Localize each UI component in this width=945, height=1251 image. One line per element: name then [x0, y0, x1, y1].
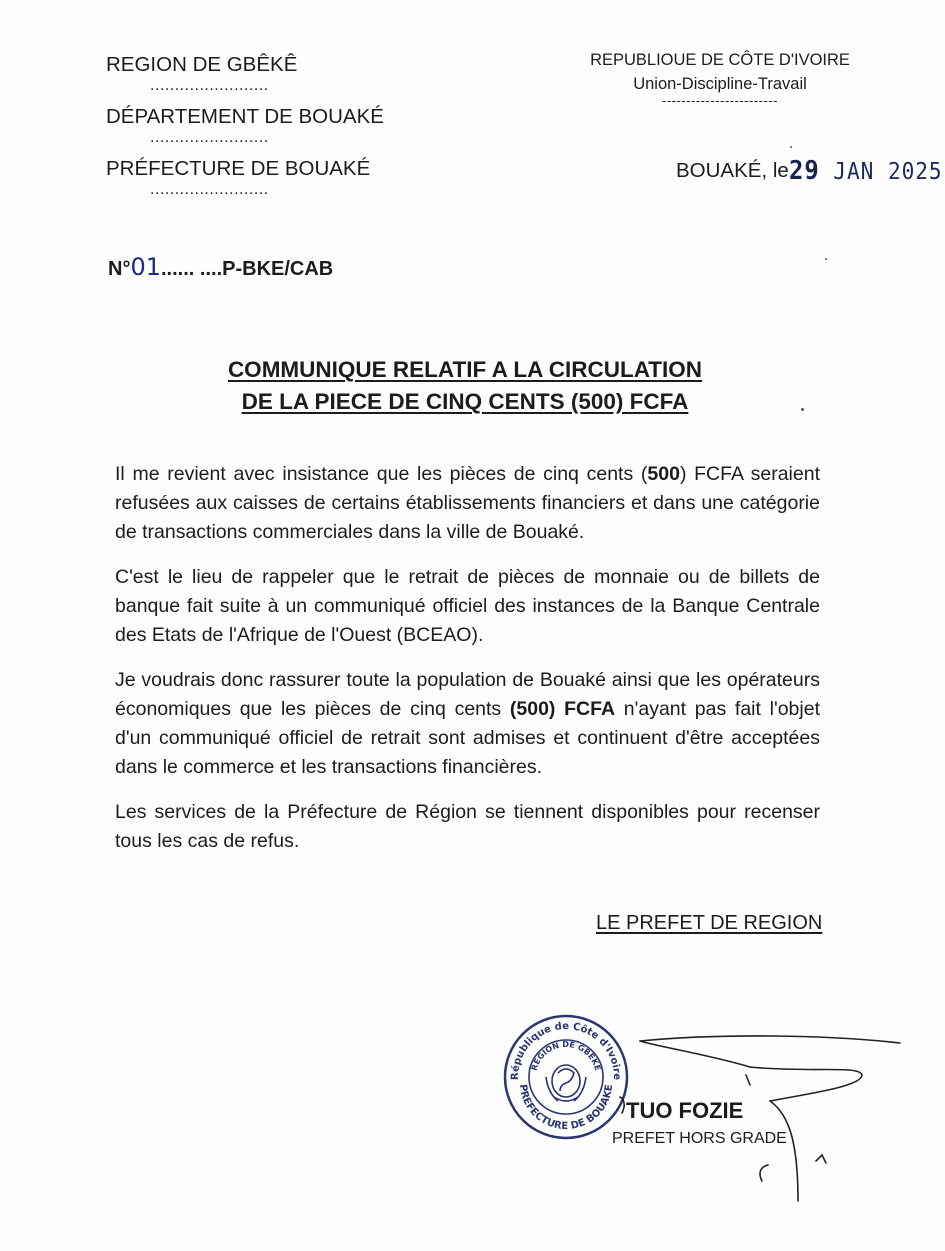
- communique-body: [115, 460, 820, 872]
- paragraph-text: Je voudrais donc rassurer toute la population de Bouaké ainsi que les opérateurs économiques que les pièces de cinq cents: [115, 669, 820, 720]
- body-paragraph-2: C'est le lieu de rappeler que le retrait de pièces de monnaie ou de billets de banque fait suite à un communiqué officiel des instances de la Banque Centrale des Etats de l'Afrique de l'Ouest (BCEAO).: [115, 566, 820, 646]
- seal-emblem-icon: [546, 1065, 586, 1101]
- region-name: REGION DE GBÊKÊ: [106, 53, 298, 76]
- state-header: [580, 48, 860, 116]
- separator-dots: ........................: [150, 77, 269, 94]
- date-stamp: [789, 156, 943, 186]
- title-line-2: DE LA PIECE DE CINQ CENTS (500) FCFA: [241, 389, 689, 414]
- scan-speck: [825, 258, 827, 260]
- body-paragraph-1: [115, 460, 820, 547]
- signer-title: LE PREFET DE REGION: [596, 912, 823, 934]
- reference-prefix: N°: [108, 258, 131, 280]
- date-stamp-day: 29: [788, 156, 820, 186]
- paragraph-bold-text: 500: [647, 463, 680, 485]
- paragraph-text: n'ayant pas fait l'objet d'un communiqué officiel de retrait sont admises et continuent d'être acceptées dans le commerce et les transactions financières.: [115, 698, 820, 778]
- paragraph-bold-text: (500) FCFA: [509, 698, 616, 720]
- reference-suffix: ....P-BKE/CAB: [194, 258, 334, 280]
- paragraph-text: Il me revient avec insistance que les pièces de cinq cents (: [115, 463, 648, 485]
- seal-inner-text: RÉGION DE GBEKE: [529, 1039, 603, 1072]
- seal-top-text: République de Côte d'Ivoire: [509, 1020, 623, 1081]
- signer-grade: PREFET HORS GRADE: [612, 1130, 787, 1147]
- reference-number: [108, 253, 333, 281]
- separator-dashes: ------------------------: [662, 93, 778, 108]
- separator-dots: ........................: [150, 129, 269, 146]
- scan-speck: [801, 408, 804, 411]
- date-stamp-month-year: JAN 2025: [819, 159, 943, 185]
- date-prefix: BOUAKÉ, le: [676, 159, 789, 182]
- svg-text:RÉGION DE GBEKE: [530, 1040, 603, 1072]
- prefecture-name: PRÉFECTURE DE BOUAKÉ: [106, 157, 371, 180]
- country-name: REPUBLIOUE DE CÔTE D'IVOIRE: [590, 51, 850, 69]
- body-paragraph-3: [115, 666, 820, 782]
- title-line-1: COMMUNIQUE RELATIF A LA CIRCULATION: [227, 357, 703, 382]
- department-name: DÉPARTEMENT DE BOUAKÉ: [106, 105, 384, 128]
- communique-title: [150, 354, 780, 418]
- seal-bottom-text: PREFECTURE DE BOUAKE: [516, 1083, 616, 1133]
- signer-name: TUO FOZIE: [626, 1098, 744, 1123]
- document-date: [676, 156, 945, 186]
- reference-handwritten-number: 01: [130, 253, 161, 281]
- separator-dots: ........................: [150, 181, 269, 198]
- body-paragraph-4: Les services de la Préfecture de Région se tiennent disponibles pour recenser tous les cas de refus.: [115, 801, 820, 852]
- reference-dots: ......: [161, 258, 195, 280]
- national-motto: Union-Discipline-Travail: [633, 75, 807, 93]
- issuer-header: [106, 52, 426, 208]
- paragraph-text: ) FCFA seraient refusées aux caisses de certains établissements financiers et dans une catégorie de transactions commerciales dans la ville de Bouaké.: [115, 463, 820, 543]
- scan-speck: [790, 146, 792, 148]
